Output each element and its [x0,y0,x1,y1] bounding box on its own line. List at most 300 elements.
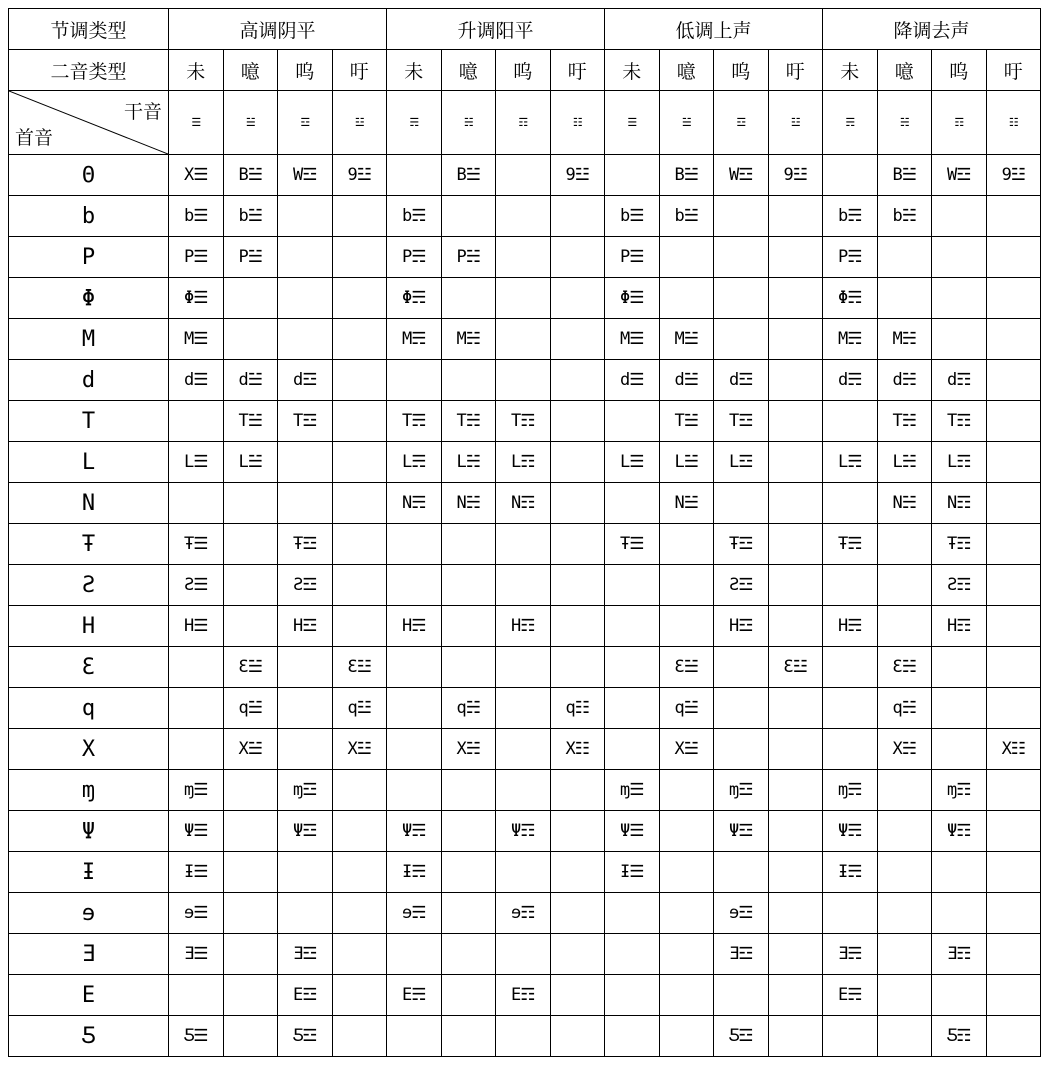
rime-glyph: ☰ [189,116,203,128]
syllable-cell [714,483,769,524]
syllable-cell [332,237,387,278]
syllable-cell [550,319,605,360]
initial-cell: Θ [9,155,169,196]
initial-row [9,770,1041,811]
syllable-cell [659,934,714,975]
syllable-cell [223,565,278,606]
syllable-cell: Ŧ☰ [169,524,224,565]
rime-glyph-header [768,91,823,155]
syllable-cell [496,196,551,237]
syllable-cell: ɘ☴ [387,893,442,934]
coda-type-header: 未 [605,50,660,91]
syllable-cell [223,524,278,565]
syllable-cell [496,319,551,360]
syllable-cell [877,1016,932,1057]
coda-type-header: 未 [387,50,442,91]
rime-glyph: ☶ [952,116,966,128]
rime-glyph-header [332,91,387,155]
syllable-cell: Φ☴ [823,278,878,319]
syllable-cell: P☰ [605,237,660,278]
syllable-cell [387,360,442,401]
syllable-cell: P☵ [441,237,496,278]
syllable-cell [605,975,660,1016]
syllable-cell: ɱ☲ [714,770,769,811]
syllable-cell [714,278,769,319]
syllable-cell [768,483,823,524]
syllable-cell: N☱ [659,483,714,524]
syllable-cell: X☳ [332,729,387,770]
syllable-cell [768,688,823,729]
syllable-cell [169,483,224,524]
rime-glyph: ☷ [1007,116,1021,128]
syllable-cell [278,893,333,934]
syllable-cell: q☱ [659,688,714,729]
syllable-cell [986,401,1041,442]
initial-cell: Ɛ [9,647,169,688]
syllable-cell: L☰ [605,442,660,483]
syllable-cell: ɘ☶ [496,893,551,934]
syllable-cell: b☴ [387,196,442,237]
initial-cell: E [9,975,169,1016]
syllable-cell: L☲ [714,442,769,483]
syllable-cell: Ψ☶ [932,811,987,852]
initial-row [9,811,1041,852]
initial-cell: P [9,237,169,278]
syllable-cell: N☴ [387,483,442,524]
syllable-cell [278,647,333,688]
syllable-cell [877,852,932,893]
syllable-cell [877,606,932,647]
initial-row [9,237,1041,278]
syllable-cell: d☱ [223,360,278,401]
syllable-cell: T☶ [496,401,551,442]
syllable-cell: Ƽ☶ [932,1016,987,1057]
syllable-cell [441,524,496,565]
syllable-cell [877,934,932,975]
syllable-cell: d☰ [169,360,224,401]
syllable-cell [823,647,878,688]
syllable-cell [768,524,823,565]
initial-cell: ɘ [9,893,169,934]
syllable-cell [877,565,932,606]
syllable-cell [768,1016,823,1057]
initial-row [9,155,1041,196]
syllable-cell [768,360,823,401]
syllable-cell: Ɛ☵ [877,647,932,688]
syllable-cell: Ɛ☳ [768,647,823,688]
syllable-cell [932,319,987,360]
syllable-cell [278,196,333,237]
syllable-cell [387,688,442,729]
syllable-cell [332,360,387,401]
syllable-cell [823,729,878,770]
syllable-cell: L☶ [496,442,551,483]
syllable-cell [332,893,387,934]
rime-glyph-header [441,91,496,155]
syllable-cell: Ƽ☰ [169,1016,224,1057]
syllable-cell [332,852,387,893]
syllable-cell [823,688,878,729]
rime-glyph: ☴ [843,116,857,128]
syllable-cell [387,729,442,770]
syllable-cell [550,278,605,319]
syllable-cell [768,319,823,360]
syllable-cell [550,442,605,483]
syllable-cell [823,155,878,196]
syllable-cell [768,278,823,319]
syllable-cell [387,565,442,606]
syllable-cell [169,975,224,1016]
syllable-cell: ɘ☲ [714,893,769,934]
syllable-cell [714,319,769,360]
syllable-cell: N☶ [932,483,987,524]
syllable-cell [986,688,1041,729]
syllable-cell [332,319,387,360]
diagonal-header-cell [9,91,169,155]
initial-cell: Ƨ [9,565,169,606]
syllable-cell [278,278,333,319]
syllable-cell [714,852,769,893]
syllable-cell: b☰ [169,196,224,237]
syllable-cell [332,278,387,319]
syllable-cell: X☵ [441,729,496,770]
syllable-cell [877,893,932,934]
syllable-cell: Φ☰ [169,278,224,319]
syllable-cell [877,237,932,278]
syllable-cell: 9☳ [986,155,1041,196]
syllable-cell: d☶ [932,360,987,401]
syllable-cell [768,237,823,278]
syllable-cell: H☶ [932,606,987,647]
syllable-cell [332,483,387,524]
rime-glyph: ☳ [353,116,367,128]
syllable-cell [223,975,278,1016]
syllable-cell [768,893,823,934]
syllable-cell [223,319,278,360]
syllable-cell [550,1016,605,1057]
syllable-cell [223,770,278,811]
syllable-cell: Ŧ☰ [605,524,660,565]
syllable-cell [932,278,987,319]
syllable-cell [441,811,496,852]
syllable-cell: X☷ [986,729,1041,770]
syllable-cell: Ψ☶ [496,811,551,852]
initial-cell: q [9,688,169,729]
syllable-cell [550,401,605,442]
syllable-cell: Ψ☰ [169,811,224,852]
syllable-cell [496,770,551,811]
syllable-cell [550,934,605,975]
syllable-cell: 9☳ [768,155,823,196]
syllable-cell [877,811,932,852]
coda-type-header: 呜 [496,50,551,91]
syllable-cell: Ψ☴ [823,811,878,852]
syllable-cell: q☱ [223,688,278,729]
syllable-cell: M☴ [387,319,442,360]
syllable-cell [932,647,987,688]
syllable-cell [278,319,333,360]
syllable-cell: L☶ [932,442,987,483]
rime-glyph-header [169,91,224,155]
syllable-cell [169,688,224,729]
syllable-cell [659,770,714,811]
syllable-cell [986,770,1041,811]
syllable-cell [441,934,496,975]
syllable-cell: Ŧ☲ [714,524,769,565]
syllable-cell [932,852,987,893]
syllable-cell: Ɨ☴ [387,852,442,893]
coda-type-header: 呜 [714,50,769,91]
syllable-cell [986,237,1041,278]
rime-glyph: ☷ [571,116,585,128]
syllable-cell [714,729,769,770]
syllable-cell [278,688,333,729]
syllable-cell [550,483,605,524]
coda-type-header: 吁 [768,50,823,91]
initial-cell: Ŧ [9,524,169,565]
coda-type-header: 未 [169,50,224,91]
syllable-cell: 9☳ [332,155,387,196]
syllable-cell: T☵ [877,401,932,442]
rime-glyph-header [986,91,1041,155]
syllable-cell [768,852,823,893]
syllable-cell: M☰ [169,319,224,360]
syllable-cell [278,237,333,278]
syllable-cell [768,770,823,811]
syllable-cell [986,934,1041,975]
initial-row [9,565,1041,606]
syllable-cell [441,852,496,893]
syllable-cell: P☴ [387,237,442,278]
syllable-cell [659,278,714,319]
syllable-table-sheet [8,8,1041,1063]
syllable-cell [605,893,660,934]
syllable-cell: ɱ☴ [823,770,878,811]
initial-row [9,975,1041,1016]
syllable-cell: Ƽ☲ [278,1016,333,1057]
coda-header-row [9,50,1041,91]
rime-label: 干音 [123,101,162,123]
syllable-cell [223,811,278,852]
syllable-cell: d☴ [823,360,878,401]
syllable-cell [441,647,496,688]
syllable-cell [441,770,496,811]
syllable-cell [496,360,551,401]
syllable-cell [768,975,823,1016]
syllable-cell: d☲ [278,360,333,401]
syllable-cell: b☰ [605,196,660,237]
initial-row [9,196,1041,237]
syllable-cell: T☲ [278,401,333,442]
syllable-cell: T☵ [441,401,496,442]
syllable-cell: B☱ [441,155,496,196]
syllable-cell: Ƨ☰ [169,565,224,606]
syllable-cell [441,565,496,606]
syllable-cell [877,975,932,1016]
initial-row [9,688,1041,729]
syllable-cell: d☰ [605,360,660,401]
syllable-cell: E☶ [496,975,551,1016]
initial-cell: H [9,606,169,647]
syllable-cell [768,565,823,606]
coda-type-header: 噫 [441,50,496,91]
syllable-cell [332,442,387,483]
initial-cell: b [9,196,169,237]
syllable-cell [496,688,551,729]
syllable-cell [332,196,387,237]
syllable-cell: q☵ [877,688,932,729]
syllable-cell: Ǝ☴ [823,934,878,975]
syllable-cell [441,975,496,1016]
syllable-cell [278,483,333,524]
rime-glyph-header [387,91,442,155]
syllable-cell [496,565,551,606]
initial-cell: Ɨ [9,852,169,893]
syllable-cell: X☱ [659,729,714,770]
syllable-cell [877,524,932,565]
syllable-cell: L☴ [823,442,878,483]
initial-cell: Φ [9,278,169,319]
initial-row [9,606,1041,647]
syllable-cell: Φ☴ [387,278,442,319]
rime-glyph: ☳ [789,116,803,128]
syllable-cell: d☵ [877,360,932,401]
initial-cell: M [9,319,169,360]
syllable-cell [496,729,551,770]
initial-row [9,647,1041,688]
syllable-cell: X☱ [223,729,278,770]
syllable-cell: X☷ [550,729,605,770]
initial-row [9,729,1041,770]
syllable-cell [387,934,442,975]
syllable-cell: N☶ [496,483,551,524]
syllable-cell [387,155,442,196]
syllable-cell [496,1016,551,1057]
syllable-cell: b☵ [877,196,932,237]
syllable-cell [550,770,605,811]
rime-glyph-header [223,91,278,155]
syllable-cell: b☴ [823,196,878,237]
syllable-cell: W☲ [278,155,333,196]
syllable-cell [768,934,823,975]
syllable-cell: B☱ [877,155,932,196]
syllable-cell: Ɛ☱ [659,647,714,688]
syllable-cell [768,606,823,647]
initial-row [9,483,1041,524]
syllable-cell [932,688,987,729]
rime-glyph: ☲ [298,116,312,128]
syllable-cell [332,975,387,1016]
rime-glyph-header [714,91,769,155]
syllable-cell [605,401,660,442]
rime-glyph: ☵ [462,116,476,128]
syllable-cell [223,1016,278,1057]
syllable-cell [223,606,278,647]
syllable-cell [441,196,496,237]
syllable-cell [496,278,551,319]
tone-rising: 升调阳平 [387,9,605,50]
syllable-cell [550,852,605,893]
syllable-cell: X☰ [169,155,224,196]
syllable-cell [823,401,878,442]
coda-type-header: 噫 [659,50,714,91]
syllable-cell: Ǝ☰ [169,934,224,975]
syllable-cell: L☵ [441,442,496,483]
initial-row [9,442,1041,483]
syllable-cell: L☰ [169,442,224,483]
syllable-cell: E☲ [278,975,333,1016]
syllable-cell: M☰ [605,319,660,360]
syllable-cell [986,565,1041,606]
syllable-cell [169,401,224,442]
initial-row [9,360,1041,401]
coda-type-header: 噫 [877,50,932,91]
syllable-cell [387,524,442,565]
syllable-cell: d☲ [714,360,769,401]
syllable-cell [932,196,987,237]
syllable-cell: Ɛ☳ [332,647,387,688]
syllable-cell: Ƨ☲ [278,565,333,606]
syllable-cell [387,647,442,688]
syllable-cell [986,811,1041,852]
syllable-cell [823,483,878,524]
rime-glyph-header [823,91,878,155]
initial-cell: L [9,442,169,483]
syllable-cell [332,565,387,606]
initial-row [9,319,1041,360]
tone-high-level: 高调阴平 [169,9,387,50]
rime-glyph-header [605,91,660,155]
syllable-cell [659,237,714,278]
syllable-cell: b☱ [659,196,714,237]
coda-type-header: 呜 [278,50,333,91]
syllable-cell [877,770,932,811]
rime-glyph: ☴ [407,116,421,128]
syllable-cell [223,934,278,975]
syllable-cell [986,319,1041,360]
syllable-cell [496,647,551,688]
syllable-cell: Ɨ☰ [169,852,224,893]
initial-cell: Ƽ [9,1016,169,1057]
syllable-cell [986,278,1041,319]
tone-falling: 降调去声 [823,9,1041,50]
syllable-cell: W☲ [932,155,987,196]
syllable-cell [605,729,660,770]
syllable-cell [659,811,714,852]
syllable-cell [387,770,442,811]
syllable-cell: N☵ [441,483,496,524]
initial-cell: d [9,360,169,401]
rime-glyph: ☲ [734,116,748,128]
syllable-cell [332,770,387,811]
rime-glyph-header [496,91,551,155]
syllable-cell: H☲ [714,606,769,647]
syllable-cell: Ɨ☴ [823,852,878,893]
syllable-cell: L☱ [223,442,278,483]
syllable-cell [605,934,660,975]
rime-glyph-header [659,91,714,155]
rime-glyph-header [550,91,605,155]
syllable-cell: ɱ☰ [605,770,660,811]
syllable-cell [659,606,714,647]
syllable-cell [496,155,551,196]
initial-label: 首音 [15,127,54,149]
syllable-cell [550,196,605,237]
initial-row [9,893,1041,934]
syllable-cell [605,483,660,524]
syllable-cell [659,524,714,565]
syllable-cell [986,483,1041,524]
